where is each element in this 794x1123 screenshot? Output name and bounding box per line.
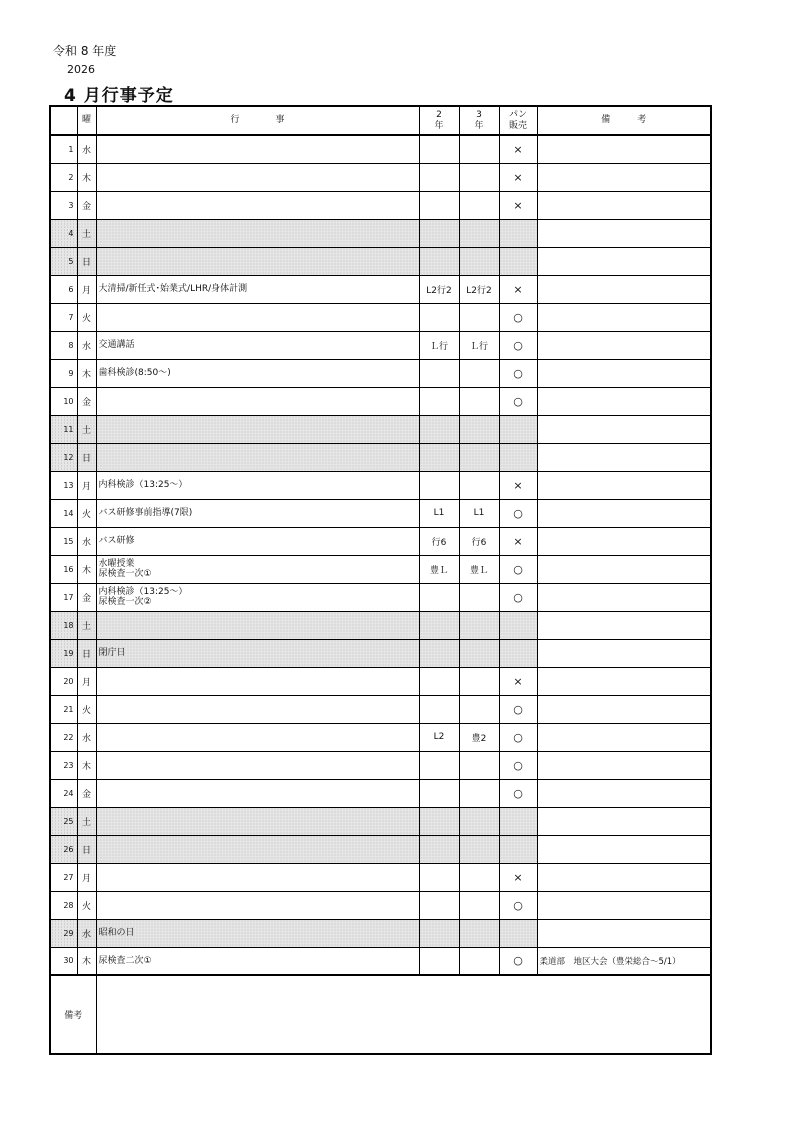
grade3-cell — [459, 583, 499, 611]
bread-sale-cell — [499, 415, 537, 443]
grade3-cell: 豊Ｌ — [459, 555, 499, 583]
grade2-cell — [419, 135, 459, 163]
event-cell — [96, 751, 419, 779]
day-row — [50, 443, 711, 471]
weekday: 土 — [77, 807, 96, 835]
day-number: 7 — [50, 303, 77, 331]
year-label: 2026 — [67, 63, 95, 76]
day-row — [50, 471, 711, 499]
weekday: 木 — [77, 947, 96, 975]
day-number: 25 — [50, 807, 77, 835]
grade2-cell — [419, 471, 459, 499]
grade3-cell — [459, 303, 499, 331]
bread-sale-cell: × — [499, 275, 537, 303]
day-number: 26 — [50, 835, 77, 863]
event-cell — [96, 135, 419, 163]
bread-sale-cell: × — [499, 135, 537, 163]
bread-sale-cell — [499, 443, 537, 471]
grade2-cell — [419, 163, 459, 191]
grade3-cell — [459, 891, 499, 919]
day-row — [50, 135, 711, 163]
weekday: 土 — [77, 611, 96, 639]
grade3-cell — [459, 667, 499, 695]
bread-sale-cell: ○ — [499, 779, 537, 807]
event-cell — [96, 695, 419, 723]
bread-sale-cell: ○ — [499, 387, 537, 415]
event-text: 内科検診（13:25～） — [98, 480, 188, 490]
event-cell — [96, 303, 419, 331]
day-row — [50, 947, 711, 975]
day-row — [50, 499, 711, 527]
grade3-cell: 豊2 — [459, 723, 499, 751]
weekday: 土 — [77, 219, 96, 247]
remarks-content[interactable] — [96, 975, 711, 1054]
grade3-cell — [459, 135, 499, 163]
weekday: 日 — [77, 639, 96, 667]
grade2-cell: 豊Ｌ — [419, 555, 459, 583]
note-cell — [537, 247, 711, 275]
grade3-cell — [459, 695, 499, 723]
note-cell — [537, 135, 711, 163]
weekday: 水 — [77, 331, 96, 359]
event-text: 尿検査二次① — [98, 955, 152, 966]
bread-sale-cell — [499, 247, 537, 275]
weekday: 水 — [77, 919, 96, 947]
day-number: 22 — [50, 723, 77, 751]
grade3-cell: L2行2 — [459, 275, 499, 303]
grade2-cell — [419, 835, 459, 863]
day-row — [50, 527, 711, 555]
grade2-cell — [419, 919, 459, 947]
event-text: 尿検査一次② — [98, 597, 152, 607]
grade3-cell — [459, 779, 499, 807]
weekday: 水 — [77, 723, 96, 751]
bread-sale-cell — [499, 807, 537, 835]
grade2-cell — [419, 807, 459, 835]
header-event: 行 事 — [96, 106, 419, 135]
bread-sale-cell: ○ — [499, 947, 537, 975]
event-cell — [96, 583, 419, 611]
day-row — [50, 919, 711, 947]
weekday: 月 — [77, 863, 96, 891]
header-grade2-number: 2 — [436, 109, 442, 120]
grade2-cell — [419, 583, 459, 611]
day-number: 2 — [50, 163, 77, 191]
grade3-cell — [459, 387, 499, 415]
grade3-cell — [459, 751, 499, 779]
era-label: 令和 8 年度 — [53, 44, 117, 58]
day-number: 15 — [50, 527, 77, 555]
grade2-cell: L2行2 — [419, 275, 459, 303]
weekday: 金 — [77, 191, 96, 219]
grade3-cell — [459, 611, 499, 639]
grade2-cell: Ｌ行 — [419, 331, 459, 359]
event-cell — [96, 331, 419, 359]
note-cell — [537, 359, 711, 387]
grade3-cell — [459, 835, 499, 863]
grade3-cell — [459, 163, 499, 191]
weekday: 月 — [77, 275, 96, 303]
event-cell — [96, 219, 419, 247]
note-cell — [537, 667, 711, 695]
day-number: 29 — [50, 919, 77, 947]
day-row — [50, 807, 711, 835]
bread-sale-cell: ○ — [499, 331, 537, 359]
bread-sale-cell: × — [499, 667, 537, 695]
event-cell — [96, 947, 419, 975]
grade2-cell — [419, 639, 459, 667]
weekday: 水 — [77, 527, 96, 555]
event-cell — [96, 779, 419, 807]
bread-sale-cell — [499, 919, 537, 947]
weekday: 月 — [77, 667, 96, 695]
day-row — [50, 891, 711, 919]
day-number: 4 — [50, 219, 77, 247]
weekday: 日 — [77, 443, 96, 471]
grade3-cell — [459, 807, 499, 835]
event-cell — [96, 443, 419, 471]
event-cell — [96, 835, 419, 863]
event-text: バス研修事前指導(7限) — [98, 508, 193, 518]
event-cell — [96, 247, 419, 275]
weekday: 土 — [77, 415, 96, 443]
grade3-cell — [459, 247, 499, 275]
note-cell — [537, 163, 711, 191]
event-cell — [96, 275, 419, 303]
day-number: 11 — [50, 415, 77, 443]
weekday: 水 — [77, 135, 96, 163]
days-body — [50, 135, 711, 975]
day-number: 24 — [50, 779, 77, 807]
grade3-cell — [459, 863, 499, 891]
note-cell — [537, 583, 711, 611]
event-cell — [96, 499, 419, 527]
header-bread-sale — [499, 106, 537, 135]
weekday: 火 — [77, 499, 96, 527]
day-row — [50, 275, 711, 303]
event-cell — [96, 919, 419, 947]
event-cell — [96, 471, 419, 499]
note-cell — [537, 807, 711, 835]
day-number: 6 — [50, 275, 77, 303]
weekday: 金 — [77, 583, 96, 611]
header-grade2-label: 年 — [434, 120, 444, 131]
event-cell — [96, 359, 419, 387]
bread-sale-cell: ○ — [499, 555, 537, 583]
day-number: 14 — [50, 499, 77, 527]
note-cell — [537, 639, 711, 667]
header-weekday: 曜 — [77, 106, 96, 135]
header-day-number — [50, 106, 77, 135]
weekday: 火 — [77, 891, 96, 919]
page-title: 4 月行事予定 — [64, 86, 174, 106]
event-text: 交通講話 — [98, 340, 135, 350]
grade3-cell — [459, 947, 499, 975]
bread-sale-cell: × — [499, 863, 537, 891]
bread-sale-cell — [499, 835, 537, 863]
event-cell — [96, 667, 419, 695]
day-number: 21 — [50, 695, 77, 723]
day-row — [50, 219, 711, 247]
grade3-cell — [459, 219, 499, 247]
weekday: 金 — [77, 779, 96, 807]
grade2-cell — [419, 387, 459, 415]
bread-sale-cell — [499, 219, 537, 247]
day-number: 10 — [50, 387, 77, 415]
day-number: 27 — [50, 863, 77, 891]
note-cell — [537, 471, 711, 499]
note-cell — [537, 555, 711, 583]
day-row — [50, 387, 711, 415]
bread-sale-cell: ○ — [499, 891, 537, 919]
day-row — [50, 359, 711, 387]
event-text: 尿検査一次① — [98, 569, 152, 579]
weekday: 木 — [77, 359, 96, 387]
note-cell — [537, 779, 711, 807]
day-number: 13 — [50, 471, 77, 499]
note-cell — [537, 219, 711, 247]
event-cell — [96, 891, 419, 919]
day-number: 1 — [50, 135, 77, 163]
event-text: 水曜授業 — [98, 559, 135, 569]
weekday: 日 — [77, 835, 96, 863]
day-row — [50, 415, 711, 443]
note-cell: 柔道部 地区大会（豊栄総合～5/1） — [537, 947, 711, 975]
note-cell — [537, 723, 711, 751]
weekday: 日 — [77, 247, 96, 275]
day-number: 16 — [50, 555, 77, 583]
note-cell — [537, 891, 711, 919]
note-cell — [537, 331, 711, 359]
schedule-table — [49, 105, 712, 1055]
day-row — [50, 247, 711, 275]
bread-sale-cell: × — [499, 527, 537, 555]
grade2-cell: L2 — [419, 723, 459, 751]
grade2-cell — [419, 415, 459, 443]
day-number: 28 — [50, 891, 77, 919]
grade2-cell — [419, 219, 459, 247]
grade2-cell: 行6 — [419, 527, 459, 555]
note-cell — [537, 751, 711, 779]
bread-sale-cell: ○ — [499, 359, 537, 387]
weekday: 木 — [77, 555, 96, 583]
day-row — [50, 779, 711, 807]
weekday: 月 — [77, 471, 96, 499]
event-cell — [96, 191, 419, 219]
header-grade3 — [459, 106, 499, 135]
event-cell — [96, 863, 419, 891]
grade3-cell — [459, 191, 499, 219]
day-row — [50, 751, 711, 779]
grade3-cell — [459, 919, 499, 947]
event-cell — [96, 807, 419, 835]
bread-sale-cell: ○ — [499, 751, 537, 779]
day-number: 12 — [50, 443, 77, 471]
bread-sale-cell: × — [499, 471, 537, 499]
event-cell — [96, 723, 419, 751]
grade3-cell — [459, 639, 499, 667]
grade3-cell: L1 — [459, 499, 499, 527]
header-grade2 — [419, 106, 459, 135]
event-cell — [96, 415, 419, 443]
header-remarks: 備 考 — [537, 106, 711, 135]
bread-sale-cell: ○ — [499, 723, 537, 751]
day-row — [50, 583, 711, 611]
grade2-cell — [419, 751, 459, 779]
day-row — [50, 163, 711, 191]
day-row — [50, 611, 711, 639]
bread-sale-cell: × — [499, 163, 537, 191]
event-cell — [96, 527, 419, 555]
header-grade3-number: 3 — [476, 109, 482, 120]
weekday: 金 — [77, 387, 96, 415]
day-number: 30 — [50, 947, 77, 975]
grade2-cell — [419, 863, 459, 891]
grade2-cell — [419, 191, 459, 219]
bread-sale-cell — [499, 639, 537, 667]
day-row — [50, 555, 711, 583]
event-cell — [96, 555, 419, 583]
note-cell — [537, 863, 711, 891]
grade2-cell: L1 — [419, 499, 459, 527]
weekday: 木 — [77, 163, 96, 191]
grade3-cell: Ｌ行 — [459, 331, 499, 359]
grade2-cell — [419, 695, 459, 723]
day-number: 3 — [50, 191, 77, 219]
note-cell — [537, 527, 711, 555]
event-text: 昭和の日 — [98, 928, 135, 938]
header-bread-top: パン — [508, 109, 527, 120]
event-text: バス研修 — [98, 536, 135, 546]
event-text: 内科検診（13:25～） — [98, 587, 188, 597]
note-cell — [537, 275, 711, 303]
note-cell — [537, 303, 711, 331]
grade2-cell — [419, 611, 459, 639]
bread-sale-cell: ○ — [499, 583, 537, 611]
note-cell — [537, 611, 711, 639]
day-row — [50, 695, 711, 723]
day-number: 8 — [50, 331, 77, 359]
grade3-cell: 行6 — [459, 527, 499, 555]
remarks-label: 備考 — [50, 975, 96, 1054]
day-number: 23 — [50, 751, 77, 779]
day-row — [50, 835, 711, 863]
note-cell — [537, 387, 711, 415]
grade2-cell — [419, 443, 459, 471]
header-bread-bottom: 販売 — [508, 120, 527, 131]
day-row — [50, 863, 711, 891]
bread-sale-cell: ○ — [499, 303, 537, 331]
grade3-cell — [459, 443, 499, 471]
note-cell — [537, 415, 711, 443]
bread-sale-cell: ○ — [499, 499, 537, 527]
note-cell — [537, 499, 711, 527]
grade3-cell — [459, 471, 499, 499]
header-row — [50, 106, 711, 135]
note-cell — [537, 443, 711, 471]
day-row — [50, 331, 711, 359]
grade2-cell — [419, 359, 459, 387]
note-cell — [537, 695, 711, 723]
event-cell — [96, 387, 419, 415]
grade2-cell — [419, 891, 459, 919]
grade2-cell — [419, 947, 459, 975]
day-row — [50, 639, 711, 667]
day-number: 9 — [50, 359, 77, 387]
weekday: 火 — [77, 695, 96, 723]
grade3-cell — [459, 415, 499, 443]
day-row — [50, 667, 711, 695]
event-text: 閉庁日 — [98, 648, 126, 658]
weekday: 木 — [77, 751, 96, 779]
event-text: 大清掃/新任式･始業式/LHR/身体計測 — [98, 284, 248, 294]
remarks-row — [50, 975, 711, 1054]
event-text: 歯科検診(8:50～) — [98, 368, 171, 378]
bread-sale-cell — [499, 611, 537, 639]
event-cell — [96, 639, 419, 667]
day-row — [50, 723, 711, 751]
note-cell — [537, 191, 711, 219]
grade2-cell — [419, 303, 459, 331]
weekday: 火 — [77, 303, 96, 331]
note-cell — [537, 919, 711, 947]
note-cell — [537, 835, 711, 863]
header-grade3-label: 年 — [474, 120, 484, 131]
day-row — [50, 191, 711, 219]
event-cell — [96, 611, 419, 639]
grade3-cell — [459, 359, 499, 387]
event-cell — [96, 163, 419, 191]
grade2-cell — [419, 667, 459, 695]
day-number: 18 — [50, 611, 77, 639]
day-number: 19 — [50, 639, 77, 667]
bread-sale-cell: × — [499, 191, 537, 219]
day-number: 5 — [50, 247, 77, 275]
day-number: 17 — [50, 583, 77, 611]
day-number: 20 — [50, 667, 77, 695]
bread-sale-cell: ○ — [499, 695, 537, 723]
grade2-cell — [419, 247, 459, 275]
grade2-cell — [419, 779, 459, 807]
day-row — [50, 303, 711, 331]
